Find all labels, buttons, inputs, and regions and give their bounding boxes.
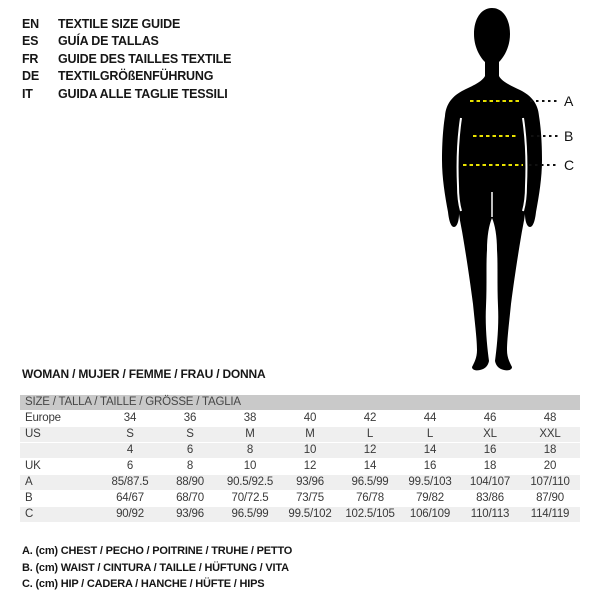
row-label: C <box>25 508 34 520</box>
table-cell: XXL <box>539 428 561 440</box>
table-cell: 8 <box>186 460 194 472</box>
table-cell: 16 <box>483 444 497 456</box>
table-row <box>20 443 580 458</box>
marker-label-a: A <box>564 93 574 109</box>
language-code: FR <box>22 51 39 66</box>
language-code: DE <box>22 69 39 84</box>
table-cell: 46 <box>483 412 497 424</box>
table-cell: 107/110 <box>530 476 570 488</box>
table-cell: L <box>366 428 374 440</box>
size-table-header: SIZE / TALLA / TAILLE / GRÖSSE / TAGLIA <box>20 395 580 410</box>
table-row <box>20 475 580 490</box>
table-cell: 10 <box>243 460 257 472</box>
marker-label-c: C <box>564 157 575 173</box>
table-cell: 76/78 <box>356 492 384 504</box>
table-cell: 40 <box>303 412 317 424</box>
language-title: TEXTILE SIZE GUIDE <box>58 16 181 31</box>
table-cell: 96.5/99 <box>351 476 389 488</box>
table-cell: 42 <box>363 412 377 424</box>
size-table-body <box>20 411 580 522</box>
table-row <box>20 459 580 474</box>
table-cell: 99.5/103 <box>408 476 452 488</box>
legend-line-hip: C. (cm) HIP / CADERA / HANCHE / HÜFTE / HIPS <box>22 578 265 590</box>
table-cell: 87/90 <box>536 492 564 504</box>
table-cell: 48 <box>543 412 557 424</box>
table-cell: 20 <box>543 460 557 472</box>
woman-silhouette-icon <box>412 6 600 372</box>
size-table <box>20 395 580 523</box>
row-label <box>20 443 100 458</box>
table-cell: 6 <box>186 444 194 456</box>
table-cell: 93/96 <box>296 476 324 488</box>
measurement-figure <box>412 6 600 372</box>
row-label: UK <box>25 460 41 472</box>
table-cell: 114/119 <box>530 508 570 520</box>
table-cell: S <box>126 428 134 440</box>
language-code: IT <box>22 86 33 101</box>
table-cell: 16 <box>423 460 437 472</box>
table-cell: 36 <box>183 412 197 424</box>
table-cell: 44 <box>423 412 437 424</box>
woman-silhouette <box>442 8 542 370</box>
row-label: US <box>25 428 41 440</box>
table-cell: 12 <box>303 460 317 472</box>
table-cell: 73/75 <box>296 492 324 504</box>
table-cell: M <box>245 428 255 440</box>
table-cell: 8 <box>246 444 254 456</box>
language-row <box>22 15 231 33</box>
table-cell: 68/70 <box>176 492 204 504</box>
language-row <box>22 85 231 103</box>
table-cell: 14 <box>423 444 437 456</box>
marker-label-b: B <box>564 128 574 144</box>
table-cell: 64/67 <box>116 492 144 504</box>
table-cell: 34 <box>123 412 137 424</box>
table-cell: 6 <box>126 460 134 472</box>
table-cell: 93/96 <box>176 508 204 520</box>
row-label: A <box>25 476 33 488</box>
legend-line-chest: A. (cm) CHEST / PECHO / POITRINE / TRUHE / PETTO <box>22 545 293 557</box>
measurement-legend <box>22 545 292 595</box>
language-title: TEXTILGRÖßENFÜHRUNG <box>58 69 214 84</box>
table-cell: 38 <box>243 412 257 424</box>
table-cell: 18 <box>483 460 497 472</box>
language-title: GUÍA DE TALLAS <box>58 34 159 49</box>
table-cell: XL <box>483 428 497 440</box>
table-cell: 110/113 <box>470 508 510 520</box>
table-row <box>20 507 580 522</box>
table-cell: 12 <box>363 444 377 456</box>
table-cell: 10 <box>303 444 317 456</box>
table-cell: 14 <box>363 460 377 472</box>
table-row <box>20 491 580 506</box>
table-row <box>20 411 580 426</box>
language-code: ES <box>22 34 39 49</box>
language-code: EN <box>22 16 39 31</box>
table-cell: 90.5/92.5 <box>226 476 274 488</box>
table-cell: L <box>426 428 434 440</box>
table-cell: 106/109 <box>409 508 451 520</box>
table-cell: 83/86 <box>476 492 504 504</box>
language-title: GUIDA ALLE TAGLIE TESSILI <box>58 86 228 101</box>
table-cell: 70/72.5 <box>231 492 269 504</box>
language-title: GUIDE DES TAILLES TEXTILE <box>58 51 232 66</box>
legend-line-waist: B. (cm) WAIST / CINTURA / TAILLE / HÜFTUNG / VITA <box>22 561 289 574</box>
table-cell: 102.5/105 <box>345 508 395 520</box>
table-cell: 18 <box>543 444 557 456</box>
table-cell: 90/92 <box>116 508 144 520</box>
language-row <box>22 68 231 86</box>
row-label: Europe <box>25 412 61 424</box>
language-row <box>22 33 231 51</box>
table-title: WOMAN / MUJER / FEMME / FRAU / DONNA <box>22 367 266 381</box>
language-title-block <box>22 15 231 103</box>
table-cell: 4 <box>126 444 134 456</box>
table-cell: 88/90 <box>176 476 204 488</box>
table-cell: 85/87.5 <box>111 476 149 488</box>
table-cell: 96.5/99 <box>231 508 269 520</box>
table-cell: 99.5/102 <box>288 508 332 520</box>
row-label: B <box>25 492 33 504</box>
table-cell: 104/107 <box>469 476 511 488</box>
language-row <box>22 50 231 68</box>
table-cell: S <box>186 428 194 440</box>
table-row <box>20 427 580 442</box>
table-cell: 79/82 <box>416 492 444 504</box>
table-cell: M <box>305 428 315 440</box>
